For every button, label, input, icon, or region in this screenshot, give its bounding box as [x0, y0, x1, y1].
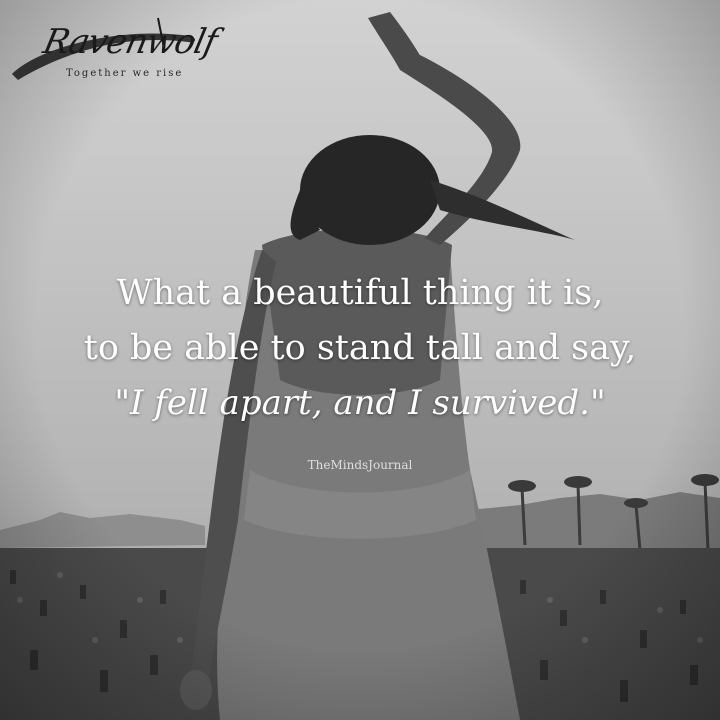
quote-line-3: "I fell apart, and I survived.": [114, 383, 606, 423]
quote-text-block: [0, 266, 720, 431]
logo-tagline: Together we rise: [66, 68, 184, 79]
watermark-text: TheMindsJournal: [307, 458, 413, 472]
logo-wordmark: Ravenwolf: [39, 22, 221, 62]
ravenwolf-logo: [8, 8, 221, 88]
quote-line-2: to be able to stand tall and say,: [83, 328, 637, 368]
quote-line-1: What a beautiful thing it is,: [116, 273, 604, 313]
